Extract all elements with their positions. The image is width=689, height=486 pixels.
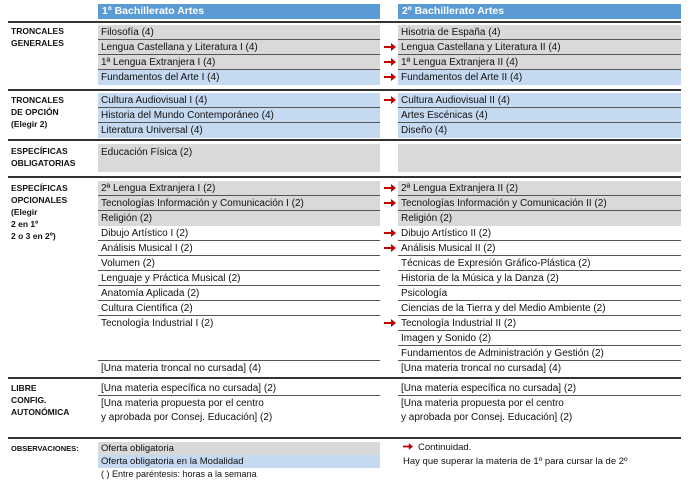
subject-cell: [Una materia específica no cursada] (2) (398, 381, 681, 396)
subject-cell: Literatura Universal (4) (98, 123, 380, 138)
section-divider (8, 437, 681, 439)
subject-cell: [Una materia específica no cursada] (2) (98, 381, 380, 396)
section-divider (8, 21, 681, 23)
continuity-arrow-icon (384, 73, 396, 81)
continuity-arrow-icon (384, 43, 396, 51)
subject-block (98, 144, 380, 172)
continuity-arrow-icon (384, 229, 396, 237)
subject-cell: 2ª Lengua Extranjera II (2) (398, 181, 681, 196)
section-label-especificas-obligatorias: ESPECÍFICAS OBLIGATORIAS (11, 146, 76, 168)
subject-cell: 2ª Lengua Extranjera I (2) (98, 181, 380, 196)
continuity-arrow-icon (384, 244, 396, 252)
subject-cell: [Una materia troncal no cursada] (4) (101, 363, 262, 374)
subject-cell: Fundamentos del Arte II (4) (398, 70, 681, 85)
subject-cell: Lengua Castellana y Literatura I (4) (98, 40, 380, 55)
continuity-arrow-icon (384, 199, 396, 207)
subject-cell: Diseño (4) (398, 123, 681, 138)
subject-cell: Psicología (398, 286, 681, 301)
legend-oferta-obligatoria: Oferta obligatoria (98, 442, 380, 455)
section-divider (8, 176, 681, 178)
subject-cell: Fundamentos de Administración y Gestión (2) (401, 348, 604, 359)
subject-cell: Lenguaje y Práctica Musical (2) (98, 271, 380, 286)
subject-cell: Tecnología Industrial II (2) (398, 316, 681, 331)
section-label-troncales-opcion: TRONCALES DE OPCIÓN (Elegir 2) (11, 95, 64, 129)
continuity-arrow-icon (384, 58, 396, 66)
header-2-bachillerato: 2º Bachillerato Artes (398, 4, 681, 19)
observaciones-title: OBSERVACIONES: (11, 444, 79, 453)
subject-cell: Cultura Audiovisual I (4) (98, 93, 380, 108)
subject-cell: Historia de la Música y la Danza (2) (398, 271, 681, 286)
subject-cell: Religión (2) (98, 211, 380, 226)
section-label-especificas-opcionales: ESPECÍFICAS OPCIONALES (Elegir 2 en 1º 2 o 3 en 2º) (11, 183, 68, 241)
subject-cell: Volumen (2) (98, 256, 380, 271)
subject-cell: Dibujo Artístico II (2) (398, 226, 681, 241)
subject-cell: Técnicas de Expresión Gráfico-Plástica (2) (398, 256, 681, 271)
continuity-arrow-icon (403, 443, 413, 450)
subject-cell: Ciencias de la Tierra y del Medio Ambiente (2) (398, 301, 681, 316)
section-label-troncales-generales: TRONCALES GENERALES (11, 26, 64, 48)
subject-cell: Filosofía (4) (98, 25, 380, 40)
subject-cell: Cultura Audiovisual II (4) (398, 93, 681, 108)
legend-continuidad: Continuidad. (418, 442, 472, 453)
subject-cell: Dibujo Artístico I (2) (98, 226, 380, 241)
section-divider (8, 139, 681, 141)
subject-cell: Análisis Musical II (2) (398, 241, 681, 256)
section-divider (8, 377, 681, 379)
legend-oferta-modalidad: Oferta obligatoria en la Modalidad (98, 455, 380, 468)
legend-continuity-note: Hay que superar la materia de 1º para cursar la de 2º (403, 456, 628, 467)
subject-cell: Lengua Castellana y Literatura II (4) (398, 40, 681, 55)
empty-block (398, 144, 681, 172)
subject-cell: Cultura Científica (2) (98, 301, 380, 316)
subject-cell: Tecnologías Información y Comunicación II (2) (398, 196, 681, 211)
continuity-arrow-icon (384, 184, 396, 192)
subject-cell-multiline: [Una materia propuesta por el centro y aprobada por Consej. Educación] (2) (401, 398, 573, 423)
subject-cell: Hisotria de España (4) (398, 25, 681, 40)
subject-cell: Fundamentos del Arte I (4) (98, 70, 380, 85)
subject-cell: Religión (2) (398, 211, 681, 226)
subject-cell: Historia del Mundo Contemporáneo (4) (98, 108, 380, 123)
subject-cell: Artes Escénicas (4) (398, 108, 681, 123)
subject-cell: Educación Física (2) (101, 147, 193, 158)
subject-cell: 1ª Lengua Extranjera II (4) (398, 55, 681, 70)
subject-cell: Tecnologías Información y Comunicación I (2) (98, 196, 380, 211)
subject-cell: 1ª Lengua Extranjera I (4) (98, 55, 380, 70)
section-label-libre-config: LIBRE CONFIG. AUTONÓMICA (11, 383, 70, 417)
subject-cell-multiline: [Una materia propuesta por el centro y aprobada por Consej. Educación] (2) (101, 398, 273, 423)
header-1-bachillerato: 1º Bachillerato Artes (98, 4, 380, 19)
continuity-arrow-icon (384, 96, 396, 104)
section-divider (8, 89, 681, 91)
continuity-arrow-icon (384, 319, 396, 327)
legend-parentheses-note: ( ) Entre paréntesis: horas a la semana (101, 469, 257, 479)
subject-cell: Imagen y Sonido (2) (398, 331, 681, 346)
subject-cell: Análisis Musical I (2) (98, 241, 380, 256)
subject-cell: [Una materia troncal no cursada] (4) (401, 363, 562, 374)
subject-cell: Tecnología Industrial I (2) (101, 318, 214, 329)
subject-cell: Anatomía Aplicada (2) (98, 286, 380, 301)
